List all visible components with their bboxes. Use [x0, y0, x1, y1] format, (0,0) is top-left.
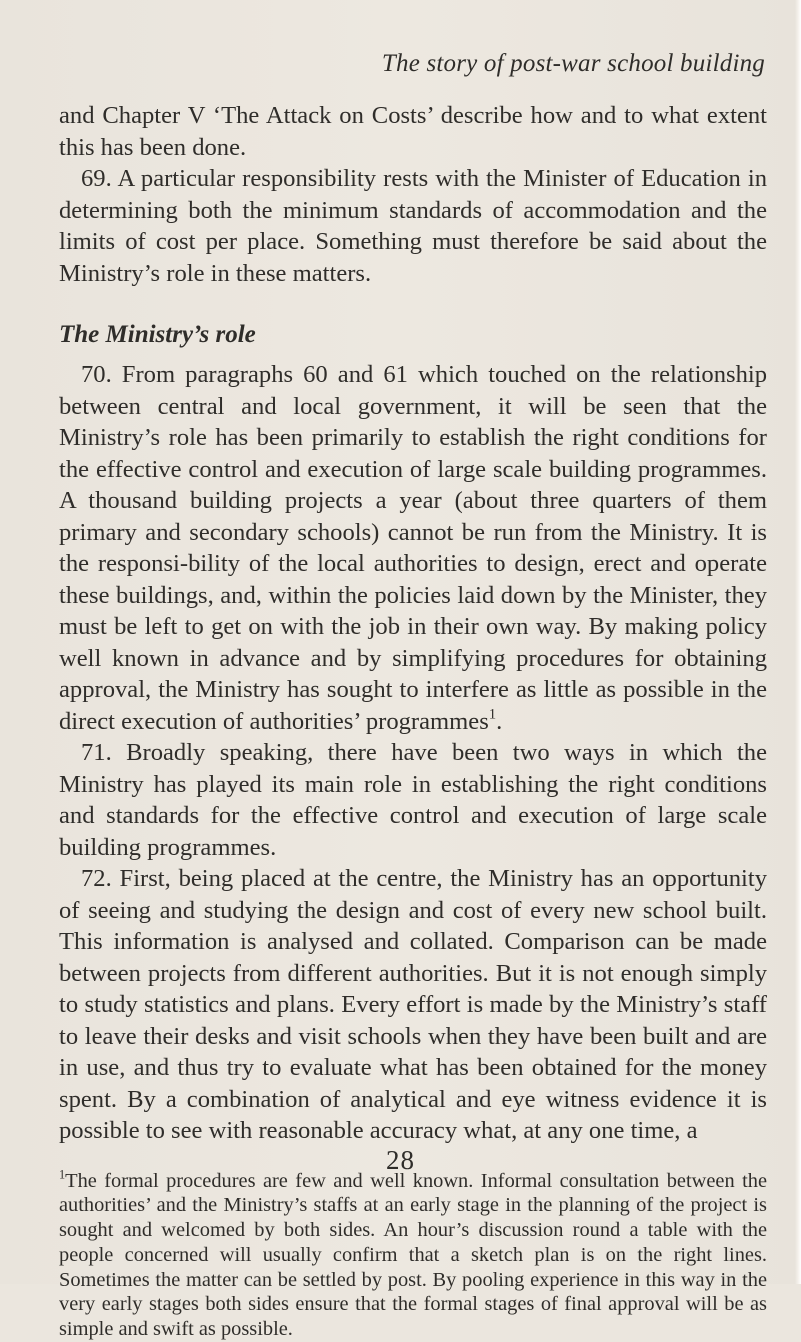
- footnote-reference: 1: [489, 706, 496, 722]
- footnote-marker: 1: [59, 1167, 65, 1181]
- paragraph-continued: and Chapter V ‘The Attack on Costs’ describe how and to what extent this has been done.: [59, 100, 767, 163]
- running-head: The story of post-war school building: [382, 50, 765, 78]
- paragraph-70: [59, 359, 767, 737]
- paragraph-70-text: 70. From paragraphs 60 and 61 which touched on the relationship between central and local government, it will be seen that the Ministry’s role has been primarily to establish the right conditions for the effective control and execution of large scale building programmes. A thousand building projects a year (about three quarters of them primary and secondary schools) cannot be run from the Ministry. It is the responsi-bility of the local authorities to design, erect and operate these buildings, and, within the policies laid down by the Minister, they must be left to get on with the job in their own way. By making policy well known in advance and by simplifying procedures for obtaining approval, the Ministry has sought to interfere as little as possible in the direct execution of authorities’ programmes: [59, 361, 767, 735]
- footnote-text: The formal procedures are few and well known. Informal consultation between the authorities’ and the Ministry’s staffs at an early stage in the planning of the project is sought and welcomed by both sides. An hour’s discussion round a table with the people concerned will usually confirm that a sketch plan is on the right lines. Sometimes the matter can be settled by post. By pooling experience in this way in the very early stages both sides ensure that the formal stages of final approval will be as simple and swift as possible.: [59, 1170, 767, 1341]
- paragraph-70-end: .: [496, 708, 502, 735]
- section-heading: The Ministry’s role: [59, 319, 767, 350]
- paragraph-69: 69. A particular responsibility rests with the Minister of Education in determining both the minimum standards of accommodation and the limits of cost per place. Something must therefore be said about the Ministry’s role in these matters.: [59, 163, 767, 289]
- paragraph-72: 72. First, being placed at the centre, the Ministry has an opportunity of seeing and studying the design and cost of every new school built. This information is analysed and collated. Comparison can be made between projects from different authorities. But it is not enough simply to study statistics and plans. Every effort is made by the Ministry’s staff to leave their desks and visit schools when they have been built and are in use, and thus try to evaluate what has been obtained for the money spent. By a combination of analytical and eye witness evidence it is possible to see with reasonable accuracy what, at any one time, a: [59, 863, 767, 1147]
- page-number: 28: [0, 1145, 801, 1176]
- paragraph-71: 71. Broadly speaking, there have been two ways in which the Ministry has played its main role in establishing the right conditions and standards for the effective control and execution of large scale building programmes.: [59, 737, 767, 863]
- body-text: [59, 100, 767, 1147]
- footnote-paragraph: [59, 1169, 767, 1342]
- footnote: [59, 1169, 767, 1342]
- page-edge: [795, 0, 801, 1284]
